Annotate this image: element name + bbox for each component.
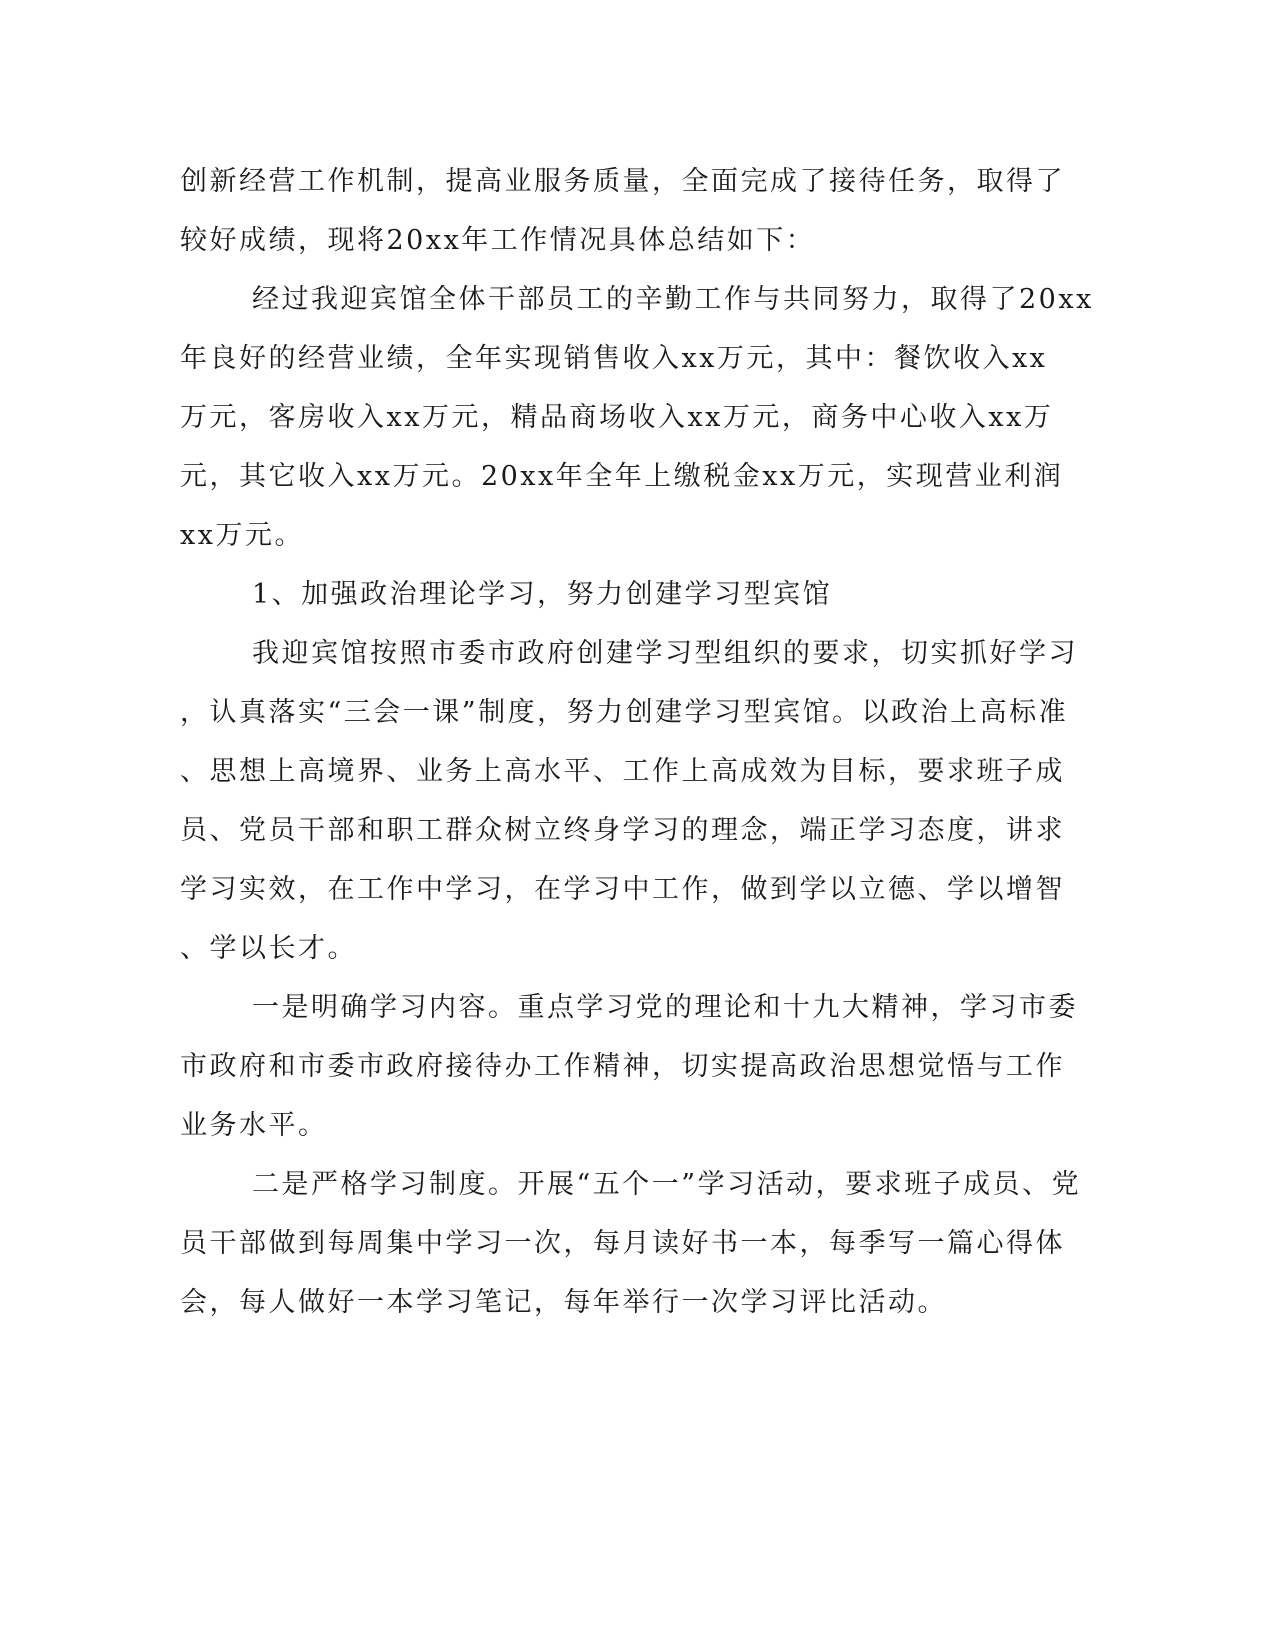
paragraph-start-line: 经过我迎宾馆全体干部员工的辛勤工作与共同努力，取得了20xx xyxy=(252,284,1094,315)
text-line: 学习实效，在工作中学习，在学习中工作，做到学以立德、学以增智 xyxy=(180,874,1065,905)
text-line: 、学以长才。 xyxy=(180,933,357,964)
text-line: ，认真落实“三会一课”制度，努力创建学习型宾馆。以政治上高标准 xyxy=(180,697,1069,728)
text-line: 万元，客房收入xx万元，精品商场收入xx万元，商务中心收入xx万 xyxy=(180,402,1054,433)
text-line: xx万元。 xyxy=(180,520,304,551)
text-line: 业务水平。 xyxy=(180,1110,328,1141)
text-line: 元，其它收入xx万元。20xx年全年上缴税金xx万元，实现营业利润 xyxy=(180,461,1064,492)
text-line: 创新经营工作机制，提高业服务质量，全面完成了接待任务，取得了 xyxy=(180,166,1065,197)
section-heading: 1、加强政治理论学习，努力创建学习型宾馆 xyxy=(252,579,833,610)
document-body xyxy=(180,152,1094,1332)
text-line: 年良好的经营业绩，全年实现销售收入xx万元，其中：餐饮收入xx xyxy=(180,343,1048,374)
text-line: 员、党员干部和职工群众树立终身学习的理念，端正学习态度，讲求 xyxy=(180,815,1065,846)
text-line: 会，每人做好一本学习笔记，每年举行一次学习评比活动。 xyxy=(180,1287,947,1318)
text-line: 较好成绩，现将20xx年工作情况具体总结如下： xyxy=(180,225,816,256)
paragraph-start-line: 我迎宾馆按照市委市政府创建学习型组织的要求，切实抓好学习 xyxy=(252,638,1078,669)
paragraph-start-line: 二是严格学习制度。开展“五个一”学习活动，要求班子成员、党 xyxy=(252,1169,1082,1200)
paragraph-start-line: 一是明确学习内容。重点学习党的理论和十九大精神，学习市委 xyxy=(252,992,1078,1023)
text-line: 员干部做到每周集中学习一次，每月读好书一本，每季写一篇心得体 xyxy=(180,1228,1065,1259)
text-line: 、思想上高境界、业务上高水平、工作上高成效为目标，要求班子成 xyxy=(180,756,1065,787)
text-line: 市政府和市委市政府接待办工作精神，切实提高政治思想觉悟与工作 xyxy=(180,1051,1065,1082)
